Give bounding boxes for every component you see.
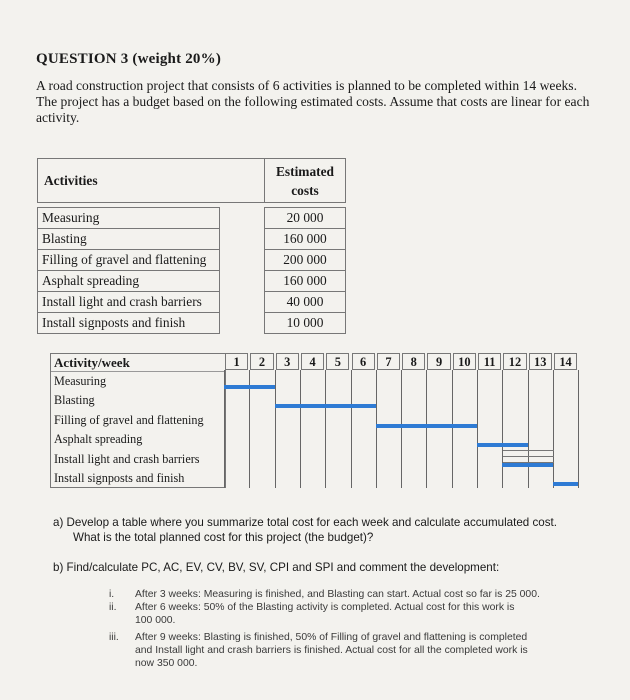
week-header: 3 <box>276 353 299 370</box>
week-header: 12 <box>503 353 526 370</box>
activity-cell: Measuring <box>38 208 220 229</box>
week-header: 1 <box>225 353 248 370</box>
gantt-bar <box>553 482 578 486</box>
gantt-rule <box>503 456 554 457</box>
table-row <box>38 292 346 313</box>
gantt-bar <box>477 443 528 447</box>
intro-line: A road construction project that consists of 6 activities is planned to be completed within 14 weeks. <box>36 78 577 93</box>
gantt-header: Activity/week <box>51 354 225 372</box>
cost-table <box>37 158 346 334</box>
week-gridline <box>426 370 427 488</box>
cost-cell: 200 000 <box>265 250 346 271</box>
cost-table-header <box>38 159 346 203</box>
cost-cell: 20 000 <box>265 208 346 229</box>
part-a-line: a) Develop a table where you summarize total cost for each week and calculate accumulated cost. <box>53 516 557 529</box>
week-header: 7 <box>377 353 400 370</box>
gantt-bar <box>224 385 275 389</box>
week-header: 13 <box>529 353 552 370</box>
gantt-bar <box>275 404 376 408</box>
header-estimated-costs: Estimated costs <box>265 159 346 203</box>
week-gridline <box>477 370 478 488</box>
activity-cell: Filling of gravel and flattening <box>38 250 220 271</box>
week-header: 5 <box>326 353 349 370</box>
week-gridline <box>401 370 402 488</box>
table-row <box>38 208 346 229</box>
part-b-item: ii. After 6 weeks: 50% of the Blasting activity is completed. Actual cost for this work is 100 000. <box>109 602 515 627</box>
gantt-bar <box>502 463 553 467</box>
week-gridline <box>275 370 276 488</box>
week-gridline <box>578 370 579 488</box>
gantt-rule <box>503 450 554 451</box>
part-b-item: i. After 3 weeks: Measuring is finished, and Blasting can start. Actual cost so far is 25 000. <box>109 589 540 600</box>
part-b: b) Find/calculate PC, AC, EV, CV, BV, SV, CPI and SPI and comment the development: <box>53 561 500 574</box>
intro-line: activity. <box>36 110 80 125</box>
week-header: 8 <box>402 353 425 370</box>
week-gridline <box>528 370 529 488</box>
week-header: 9 <box>427 353 450 370</box>
gantt-activity-column <box>50 353 226 488</box>
week-gridline <box>351 370 352 488</box>
gantt-activity-label: Install light and crash barriers <box>54 451 200 466</box>
activity-cell: Install light and crash barriers <box>38 292 220 313</box>
activity-cell: Asphalt spreading <box>38 271 220 292</box>
week-header: 4 <box>301 353 324 370</box>
week-header: 6 <box>352 353 375 370</box>
table-row <box>38 313 346 334</box>
week-header: 11 <box>478 353 501 370</box>
cost-cell: 160 000 <box>265 229 346 250</box>
gantt-activity-label: Measuring <box>54 374 107 388</box>
table-row <box>38 229 346 250</box>
part-a <box>53 516 557 545</box>
header-activities: Activities <box>38 159 265 203</box>
week-gridline <box>325 370 326 488</box>
week-gridline <box>376 370 377 488</box>
table-row <box>38 271 346 292</box>
activity-cell: Blasting <box>38 229 220 250</box>
activity-cell: Install signposts and finish <box>38 313 220 334</box>
question-intro <box>36 78 611 126</box>
week-gridline <box>300 370 301 488</box>
gantt-activity-label: Blasting <box>54 393 95 408</box>
week-gridline <box>452 370 453 488</box>
week-gridline <box>502 370 503 488</box>
cost-cell: 160 000 <box>265 271 346 292</box>
gantt-activity-label: Asphalt spreading <box>54 432 143 447</box>
week-header: 14 <box>554 353 577 370</box>
gantt-activity-label: Install signposts and finish <box>54 470 185 485</box>
intro-line: The project has a budget based on the following estimated costs. Assume that costs are linear for each <box>36 94 590 109</box>
gantt-bar <box>376 424 477 428</box>
cost-cell: 10 000 <box>265 313 346 334</box>
part-b-item: iii. After 9 weeks: Blasting is finished, 50% of Filling of gravel and flattening is completed and Install light and crash barriers is finished. Actual cost for all the completed work is now 350 000. <box>109 632 528 670</box>
part-a-line: What is the total planned cost for this project (the budget)? <box>73 530 374 544</box>
question-title: QUESTION 3 (weight 20%) <box>36 51 222 67</box>
gantt-activity-label: Filling of gravel and flattening <box>54 412 204 427</box>
cost-cell: 40 000 <box>265 292 346 313</box>
week-gridline <box>553 370 554 488</box>
table-row <box>38 250 346 271</box>
week-header: 2 <box>250 353 273 370</box>
week-header: 10 <box>453 353 476 370</box>
